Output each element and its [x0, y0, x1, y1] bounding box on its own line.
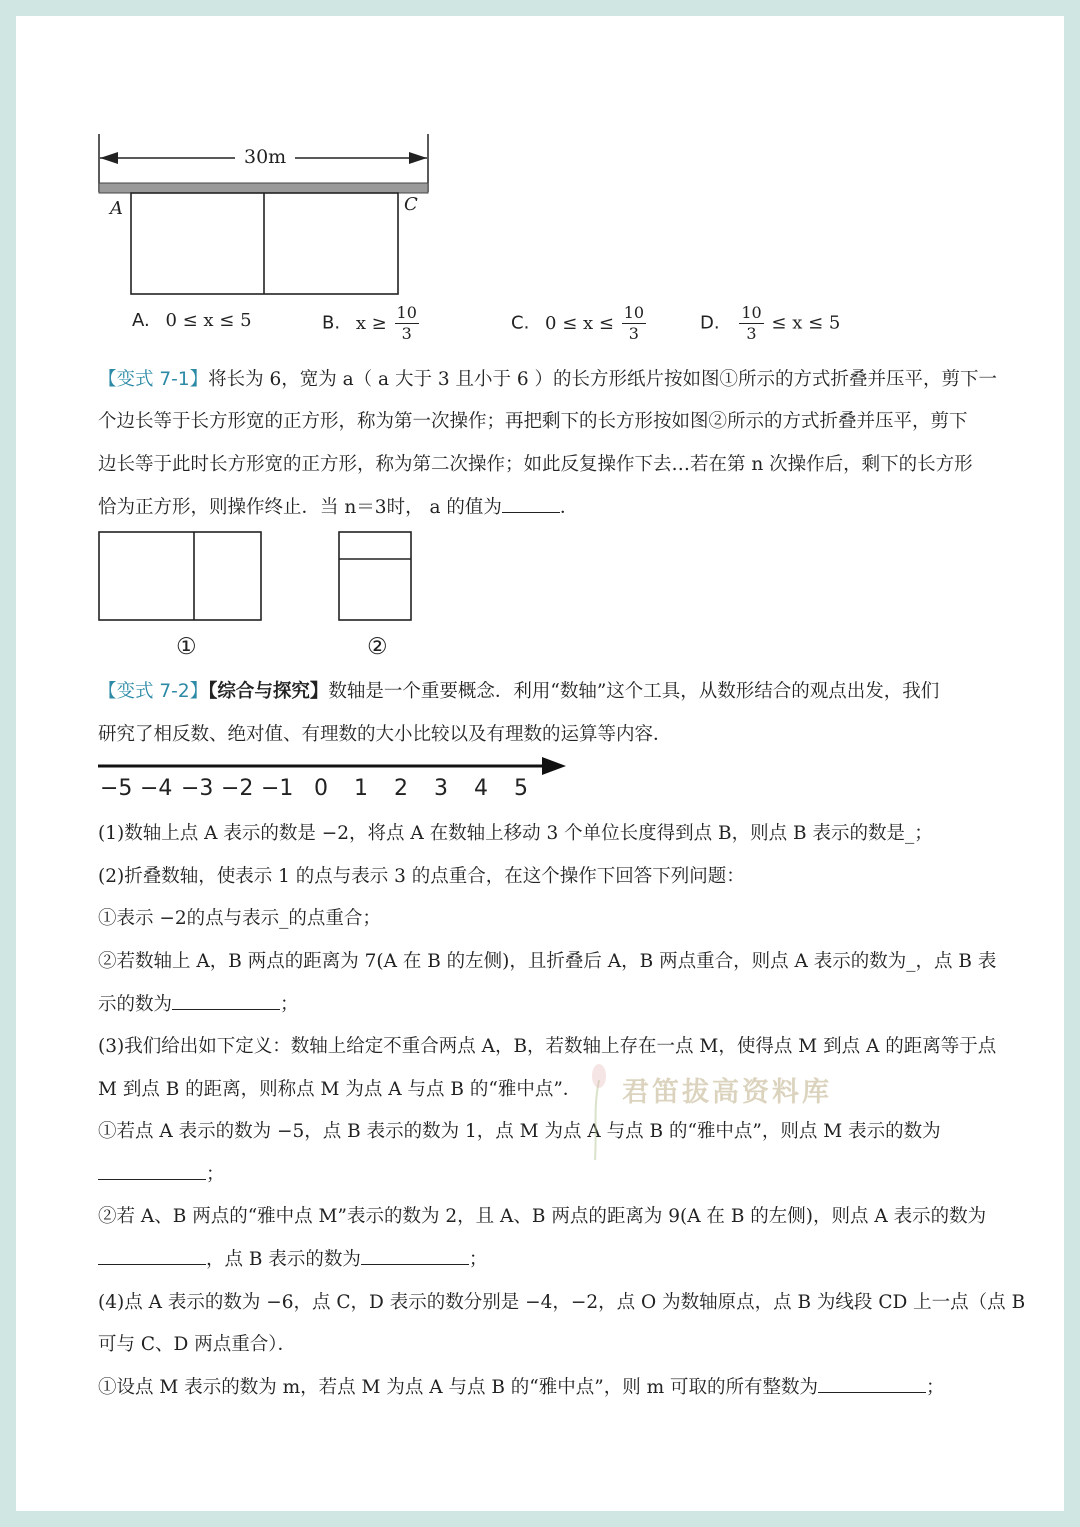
q72-line-2: 研究了相反数、绝对值、有理数的大小比较以及有理数的运算等内容． [98, 724, 672, 745]
point-a-label: A [110, 198, 123, 219]
number-line [96, 754, 576, 778]
option-b[interactable]: B. x ≥ $\frac{10}{3}$ [322, 303, 417, 343]
tick-label: 3 [434, 776, 448, 801]
watermark: 君笛拔高资料库 [622, 1077, 832, 1108]
point-c-label: C [404, 194, 418, 215]
q72-part-4: (4)点 A 表示的数为 −6，点 C，D 表示的数分别是 −4，−2，点 O 为数轴原点，点 B 为线段 CD 上一点（点 B [98, 1292, 1026, 1313]
tick-label: 2 [394, 776, 408, 801]
q72-part-4-cont: 可与 C、D 两点重合）． [98, 1334, 296, 1355]
tick-label: −2 [221, 776, 254, 801]
q72-part-4a: ①设点 M 表示的数为 m，若点 M 为点 A 与点 B 的“雅中点”，则 m 可取的所有整数为 ； [98, 1373, 945, 1399]
tick-label: −1 [261, 776, 294, 801]
q72-part-2: (2)折叠数轴，使表示 1 的点与表示 3 的点重合，在这个操作下回答下列问题： [98, 866, 745, 887]
answer-blank[interactable] [98, 1246, 206, 1265]
tick-label: 1 [354, 776, 368, 801]
tick-label: −4 [140, 776, 173, 801]
q72-part-2b: ②若数轴上 A，B 两点的距离为 7(A 在 B 的左侧)，且折叠后 A，B 两点重合，则点 A 表示的数为_，点 B 表 [98, 951, 997, 972]
q72-part-1: (1)数轴上点 A 表示的数是 −2，将点 A 在数轴上移动 3 个单位长度得到点 B，则点 B 表示的数是_； [98, 823, 933, 844]
answer-blank[interactable] [502, 494, 560, 513]
answer-blank[interactable] [98, 1161, 206, 1180]
tick-label: 5 [514, 776, 528, 801]
q72-part-3-def: M 到点 B 的距离，则称点 M 为点 A 与点 B 的“雅中点”． [98, 1079, 582, 1100]
q71-line-1: 【变式 7-1】将长为 6，宽为 a（ a 大于 3 且小于 6 ）的长方形纸片按如图①所示的方式折叠并压平，剪下一 [98, 369, 998, 390]
q72-part-3a-cont: ； [98, 1160, 225, 1186]
figure-label-1: ① [176, 634, 197, 660]
q72-part-3: (3)我们给出如下定义：数轴上给定不重合两点 A，B，若数轴上存在一点 M，使得点 M 到点 A 的距离等于点 [98, 1036, 997, 1057]
q72-part-3a: ①若点 A 表示的数为 −5，点 B 表示的数为 1，点 M 为点 A 与点 B 的“雅中点”，则点 M 表示的数为 [98, 1121, 941, 1142]
q71-label: 【变式 7-1】 [98, 369, 209, 390]
tick-label: 4 [474, 776, 488, 801]
watermark-flower-icon [575, 1060, 615, 1170]
answer-blank[interactable] [818, 1374, 926, 1393]
tick-label: −5 [100, 776, 133, 801]
answer-blank[interactable] [361, 1246, 469, 1265]
q72-part-3b-cont: ，点 B 表示的数为 ； [98, 1245, 487, 1271]
q72-label: 【变式 7-2】 [98, 681, 209, 702]
q72-part-3b: ②若 A、B 两点的“雅中点 M”表示的数为 2，且 A、B 两点的距离为 9(A 在 B 的左侧)，则点 A 表示的数为 [98, 1206, 987, 1227]
q72-tag: 【综合与探究】 [208, 681, 329, 702]
tick-label: 0 [314, 776, 328, 801]
tick-label: −3 [181, 776, 214, 801]
wall [99, 183, 428, 193]
q71-line-4: 恰为正方形，则操作终止．当 n＝3时， a 的值为 ． [98, 493, 578, 519]
figure-label-2: ② [367, 634, 388, 660]
answer-blank[interactable] [172, 991, 280, 1010]
figure-folding [96, 528, 426, 624]
figure-1-rect [99, 532, 261, 620]
q72-line-1: 【变式 7-2】【综合与探究】数轴是一个重要概念．利用“数轴”这个工具，从数形结合的观点出发，我们 [98, 681, 940, 702]
option-d[interactable]: D. $\frac{10}{3}$ ≤ x ≤ 5 [700, 303, 841, 343]
option-c[interactable]: C. 0 ≤ x ≤ $\frac{10}{3}$ [511, 303, 645, 343]
q72-part-2a: ①表示 −2的点与表示_的点重合； [98, 908, 381, 929]
figure-2-rect [339, 532, 411, 620]
option-a[interactable]: A. 0 ≤ x ≤ 5 [132, 310, 252, 331]
q71-line-3: 边长等于此时长方形宽的正方形，称为第二次操作；如此反复操作下去…若在第 n 次操作后，剩下的长方形 [98, 454, 973, 475]
q72-part-2b-cont: 示的数为 ； [98, 990, 299, 1016]
q71-line-2: 个边长等于长方形宽的正方形，称为第一次操作；再把剩下的长方形按如图②所示的方式折叠并压平，剪下 [98, 411, 968, 432]
width-label: 30m [244, 146, 287, 168]
